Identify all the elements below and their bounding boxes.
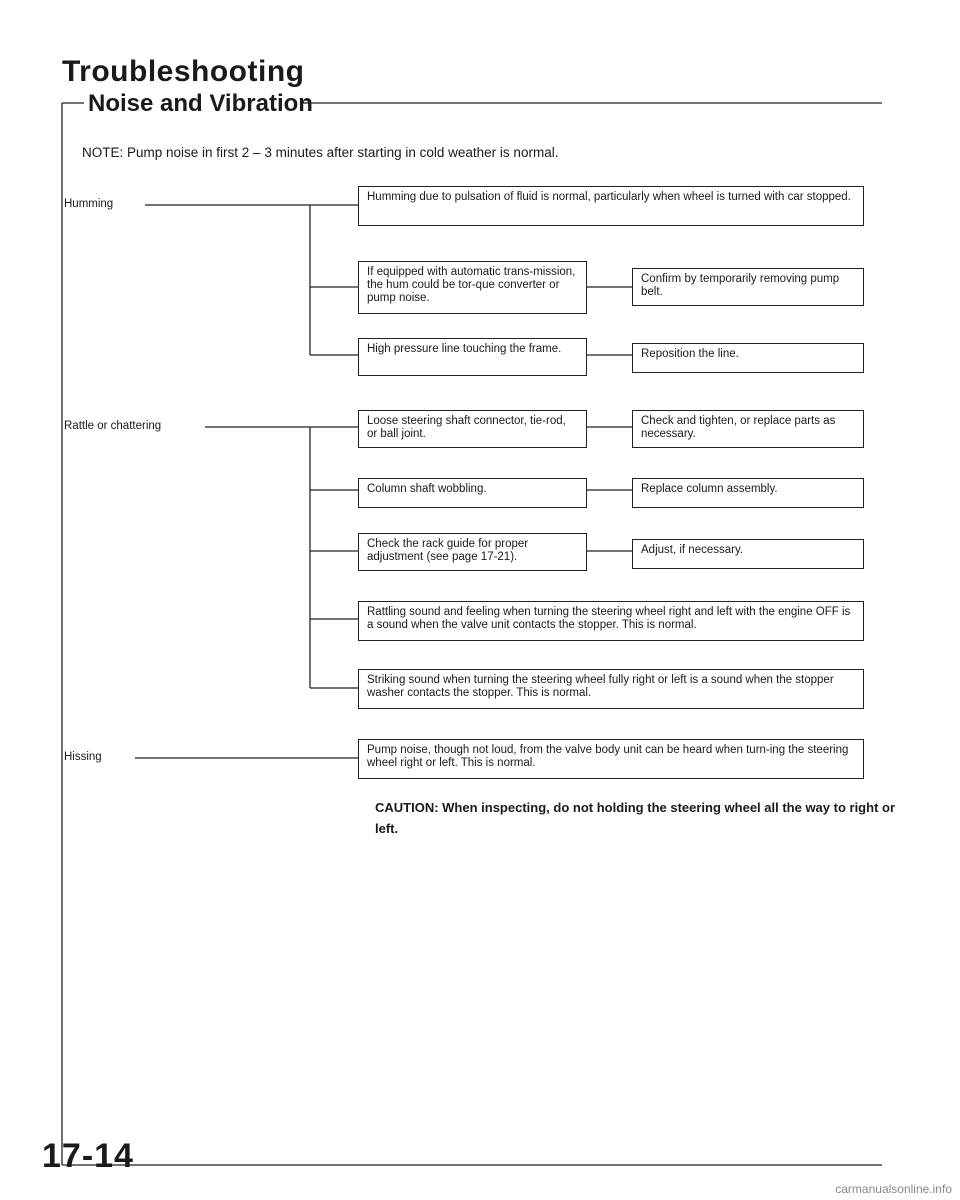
box-rattle-replace-column: Replace column assembly. (632, 478, 864, 508)
box-rattle-loose: Loose steering shaft connector, tie-rod, or ball joint. (358, 410, 587, 448)
page-number: 17-14 (42, 1137, 134, 1175)
section-title: Noise and Vibration (88, 90, 313, 117)
symptom-hissing: Hissing (64, 751, 102, 763)
box-hum-auto-trans: If equipped with automatic trans-mission, the hum could be tor-que converter or pump noise. (358, 261, 587, 314)
symptom-humming: Humming (64, 198, 114, 210)
box-hum-pulsation: Humming due to pulsation of fluid is normal, particularly when wheel is turned with car stopped. (358, 186, 864, 226)
box-hiss-pump: Pump noise, though not loud, from the valve body unit can be heard when turn-ing the steering wheel right or left. This is normal. (358, 739, 864, 779)
caution-text: CAUTION: When inspecting, do not holding the steering wheel all the way to right or left. (375, 800, 896, 836)
box-rattle-rack-guide: Check the rack guide for proper adjustment (see page 17-21). (358, 533, 587, 571)
box-rattle-striking: Striking sound when turning the steering wheel fully right or left is a sound when the stopper washer contacts the stopper. This is normal. (358, 669, 864, 709)
box-hum-reposition: Reposition the line. (632, 343, 864, 373)
box-rattle-check-tighten: Check and tighten, or replace parts as necessary. (632, 410, 864, 448)
note-text: NOTE: Pump noise in first 2 – 3 minutes after starting in cold weather is normal. (82, 145, 559, 160)
box-rattle-column: Column shaft wobbling. (358, 478, 587, 508)
box-rattle-adjust: Adjust, if necessary. (632, 539, 864, 569)
footer-watermark: carmanualsonline.info (835, 1182, 952, 1196)
box-hum-high-pressure: High pressure line touching the frame. (358, 338, 587, 376)
box-rattle-sound-off: Rattling sound and feeling when turning the steering wheel right and left with the engine OFF is a sound when the valve unit contacts the stopper. This is normal. (358, 601, 864, 641)
symptom-rattle: Rattle or chattering (64, 420, 162, 432)
page-title: Troubleshooting (62, 55, 305, 88)
box-hum-confirm: Confirm by temporarily removing pump belt. (632, 268, 864, 306)
